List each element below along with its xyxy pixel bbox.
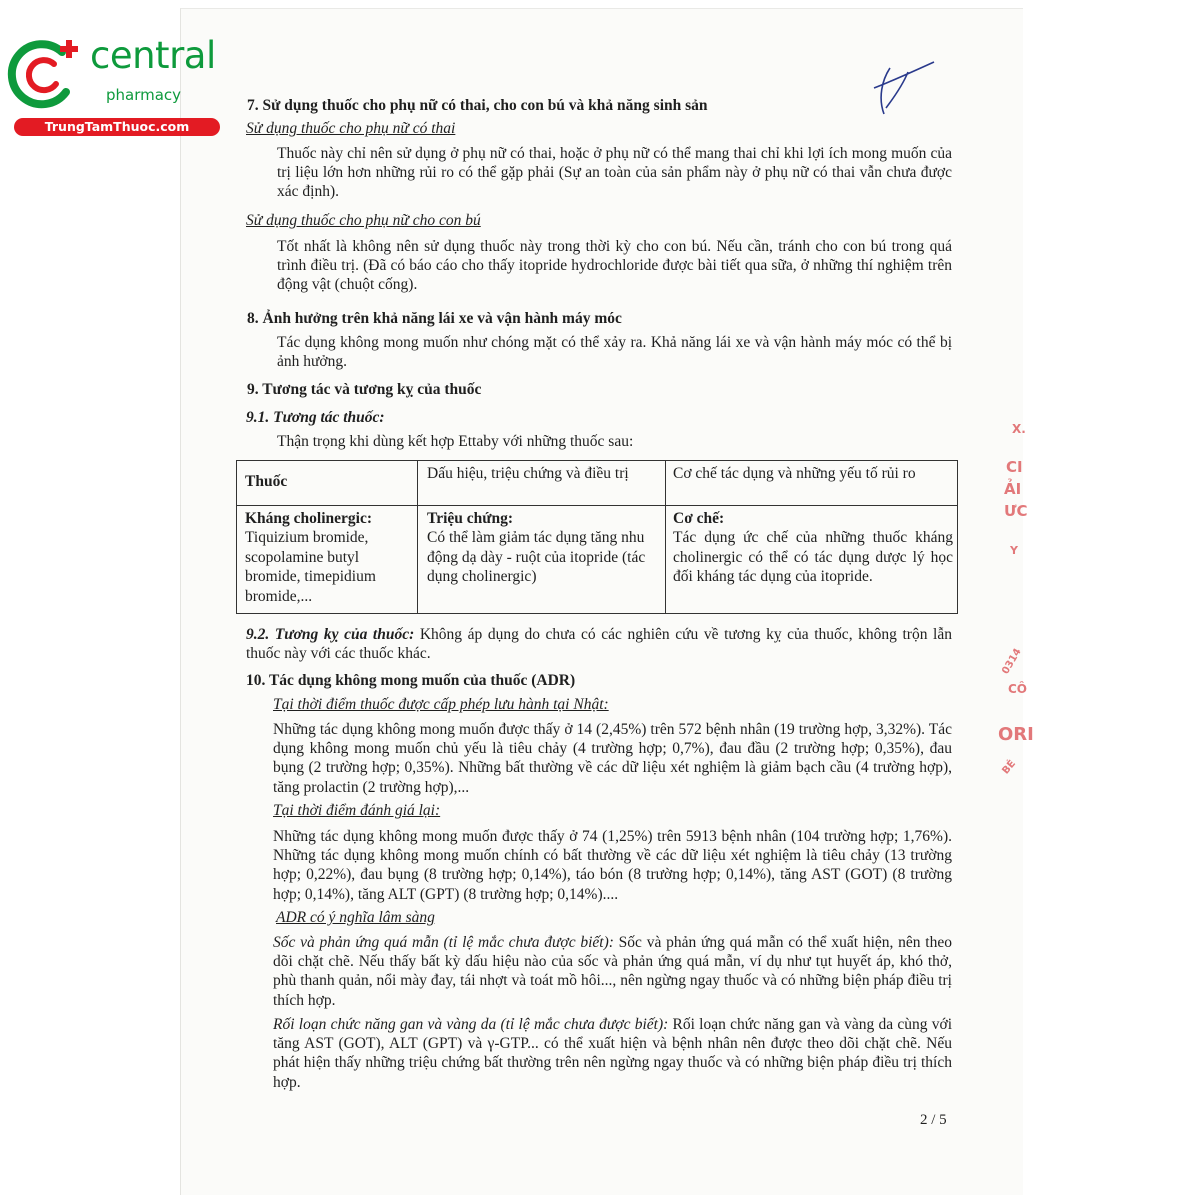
signature-icon <box>868 58 938 118</box>
brand-subtitle: pharmacy <box>106 86 182 104</box>
interaction-table <box>236 460 958 614</box>
section-10-liver-paragraph <box>273 1015 952 1092</box>
liver-lead: Rối loạn chức năng gan và vàng da (tỉ lệ mắc chưa được biết): <box>273 1016 669 1033</box>
section-10-japan-text: Những tác dụng không mong muốn được thấy ở 14 (2,45%) trên 572 bệnh nhân (19 trường hợp, 3,32%). Tác dụng không mong muốn chủ yếu là tiêu chảy (4 trường hợp; 0,7%), đau đầu (2 trường hợp; 0,35%), đau bụng (2 trường hợp; 0,35%). Những bất thường về các dữ liệu xét nghiệm là giảm bạch cầu (4 trường hợp), tăng prolactin (2 trường hợp),... <box>273 721 952 796</box>
table-cell-symptoms-title: Triệu chứng: <box>427 510 514 527</box>
section-7-sub-breastfeeding: Sử dụng thuốc cho phụ nữ cho con bú <box>246 212 481 229</box>
table-cell-mechanism-title: Cơ chế: <box>673 510 725 527</box>
section-7-sub-pregnancy: Sử dụng thuốc cho phụ nữ có thai <box>246 120 456 137</box>
section-7-breastfeeding-text: Tốt nhất là không nên sử dụng thuốc này trong thời kỳ cho con bú. Nếu cần, tránh cho con bú trong quá trình điều trị. (Đã có báo cáo cho thấy itopride hydrochloride được bài tiết qua sữa, ở những thí nghiệm trên động vật (chuột cống). <box>277 238 952 294</box>
page-number: 2 / 5 <box>920 1112 947 1128</box>
table-cell-drug-text: Tiquizium bromide, scopolamine butyl bromide, timepidium bromide,... <box>245 529 376 605</box>
section-7-title: 7. Sử dụng thuốc cho phụ nữ có thai, cho con bú và khả năng sinh sản <box>247 97 708 114</box>
table-cell-mechanism-text: Tác dụng ức chế của những thuốc kháng cholinergic có thể có tác dụng dược lý học đối kháng tác dụng của itopride. <box>673 529 953 585</box>
table-header-mechanism: Cơ chế tác dụng và những yếu tố rủi ro <box>673 465 916 482</box>
table-header-drug: Thuốc <box>245 473 288 490</box>
central-logo-icon <box>10 38 90 114</box>
brand-logo[interactable] <box>10 34 220 138</box>
table-cell-symptoms-text: Có thể làm giảm tác dụng tăng nhu động dạ dày - ruột của itopride (tác dụng cholinergic) <box>427 529 646 585</box>
section-9-title: 9. Tương tác và tương kỵ của thuốc <box>247 381 482 398</box>
liver-text: Rối loạn chức năng gan và vàng da cùng với tăng AST (GOT), ALT (GPT) và γ-GTP... có thể xuất hiện và bệnh nhân nên được theo dõi chặt chẽ. Nếu phát hiện thấy những triệu chứng bất thường trên nên ngừng ngay thuốc và có những biện pháp điều trị thích hợp. <box>273 1016 952 1091</box>
shock-text: Sốc và phản ứng quá mẫn có thể xuất hiện, nên theo dõi chặt chẽ. Nếu thấy bất kỳ dấu hiệu nào của sốc và phản ứng quá mẫn, ví dụ như tụt huyết áp, khó thở, phù thanh quản, nổi mày đay, tái nhợt và toát mồ hôi..., nên ngừng ngay thuốc và có những biện pháp điều trị thích hợp. <box>273 934 952 1009</box>
table-header-symptoms: Dấu hiệu, triệu chứng và điều trị <box>427 465 629 482</box>
section-7-pregnancy-text: Thuốc này chỉ nên sử dụng ở phụ nữ có thai, hoặc ở phụ nữ có thể mang thai chỉ khi lợi ích mong muốn của trị liệu lớn hơn những rủi ro có thể gặp phải (Sự an toàn của sản phẩm này ở phụ nữ có thai vẫn chưa được xác định). <box>277 145 952 201</box>
section-9-1-intro: Thận trọng khi dùng kết hợp Ettaby với những thuốc sau: <box>277 433 634 450</box>
section-8-title: 8. Ảnh hưởng trên khả năng lái xe và vận hành máy móc <box>247 310 622 327</box>
section-8-text: Tác dụng không mong muốn như chóng mặt có thể xảy ra. Khả năng lái xe và vận hành máy móc có thể bị ảnh hưởng. <box>277 334 952 371</box>
section-10-sub-reevaluation: Tại thời điểm đánh giá lại: <box>273 802 441 819</box>
section-10-title: 10. Tác dụng không mong muốn của thuốc (ADR) <box>246 672 576 689</box>
section-9-1-title: 9.1. Tương tác thuốc: <box>246 409 385 426</box>
section-9-2-title: 9.2. Tương kỵ của thuốc: <box>246 626 415 643</box>
table-cell-drug-title: Kháng cholinergic: <box>245 510 373 527</box>
section-10-sub-japan: Tại thời điểm thuốc được cấp phép lưu hành tại Nhật: <box>273 696 609 713</box>
section-9-2-paragraph <box>246 625 952 663</box>
section-10-shock-paragraph <box>273 933 952 1010</box>
section-10-reevaluation-text: Những tác dụng không mong muốn được thấy ở 74 (1,25%) trên 5913 bệnh nhân (104 trường hợp; 1,76%). Những tác dụng không mong muốn chính có bất thường về các dữ liệu xét nghiệm là tiêu chảy (13 trường hợp; 0,22%), đau bụng (8 trường hợp; 0,14%), táo bón (8 trường hợp; 0,14%), tăng AST (GOT) (8 trường hợp; 0,14%), tăng ALT (GPT) (8 trường hợp; 0,14%).... <box>273 828 952 903</box>
brand-name: central <box>90 34 216 77</box>
section-9-2-text: Không áp dụng do chưa có các nghiên cứu về tương kỵ của thuốc, không trộn lẫn thuốc này với các thuốc khác. <box>246 626 952 663</box>
brand-url[interactable]: TrungTamThuoc.com <box>14 118 220 136</box>
shock-lead: Sốc và phản ứng quá mẫn (tỉ lệ mắc chưa được biết): <box>273 934 614 951</box>
red-stamp: X. CI ẢI ƯC Y 0314 CÔ ORI BÉ <box>998 422 1034 777</box>
section-10-sub-clinical-adr: ADR có ý nghĩa lâm sàng <box>276 909 435 926</box>
